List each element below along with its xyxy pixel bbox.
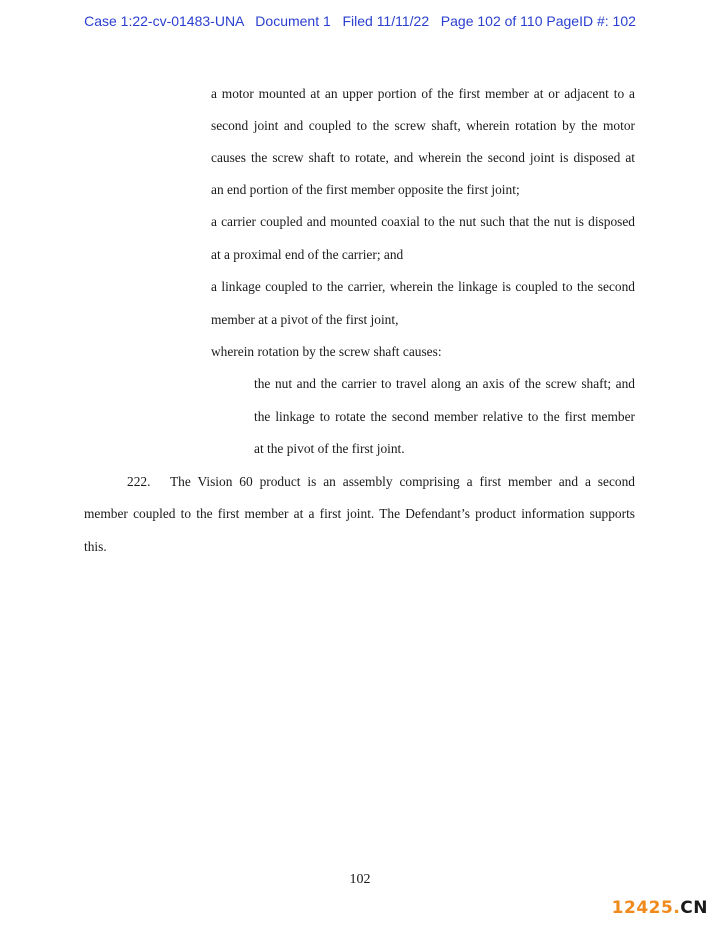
claim-line: second joint and coupled to the screw shaft, wherein rotation by the motor: [211, 118, 635, 133]
paragraph-line: this.: [84, 539, 107, 554]
paragraph-number: 222.: [127, 474, 151, 489]
claim-line: wherein rotation by the screw shaft causes:: [211, 344, 442, 359]
claim-line: a linkage coupled to the carrier, wherein the linkage is coupled to the second: [211, 279, 635, 294]
watermark-suffix: CN: [680, 898, 708, 918]
case-header: [0, 13, 720, 29]
claim-subline: the linkage to rotate the second member relative to the first member: [254, 409, 635, 424]
header-page-info: Page 102 of 110 PageID #: 102: [440, 13, 636, 29]
header-document: Document 1: [255, 13, 331, 29]
site-watermark-logo: [612, 898, 708, 918]
claim-line: at a proximal end of the carrier; and: [211, 247, 404, 262]
claim-line: a motor mounted at an upper portion of the first member at or adjacent to a: [211, 86, 635, 101]
watermark-dot: .: [673, 898, 681, 918]
claim-line: a carrier coupled and mounted coaxial to the nut such that the nut is disposed: [211, 214, 635, 229]
claim-line: causes the screw shaft to rotate, and wherein the second joint is disposed at: [211, 150, 635, 165]
claim-subline: the nut and the carrier to travel along an axis of the screw shaft; and: [254, 376, 635, 391]
claim-line: an end portion of the first member opposite the first joint;: [211, 182, 520, 197]
watermark-digits: 12425: [611, 898, 674, 918]
header-case-number: Case 1:22-cv-01483-UNA: [84, 13, 244, 29]
paragraph-line: member coupled to the first member at a first joint. The Defendant’s product information supports: [84, 506, 635, 521]
claim-line: member at a pivot of the first joint,: [211, 312, 399, 327]
header-filed-date: Filed 11/11/22: [342, 13, 430, 29]
paragraph-line: The Vision 60 product is an assembly comprising a first member and a second: [170, 474, 635, 489]
claim-subline: at the pivot of the first joint.: [254, 441, 405, 456]
page-number: 102: [349, 872, 371, 887]
